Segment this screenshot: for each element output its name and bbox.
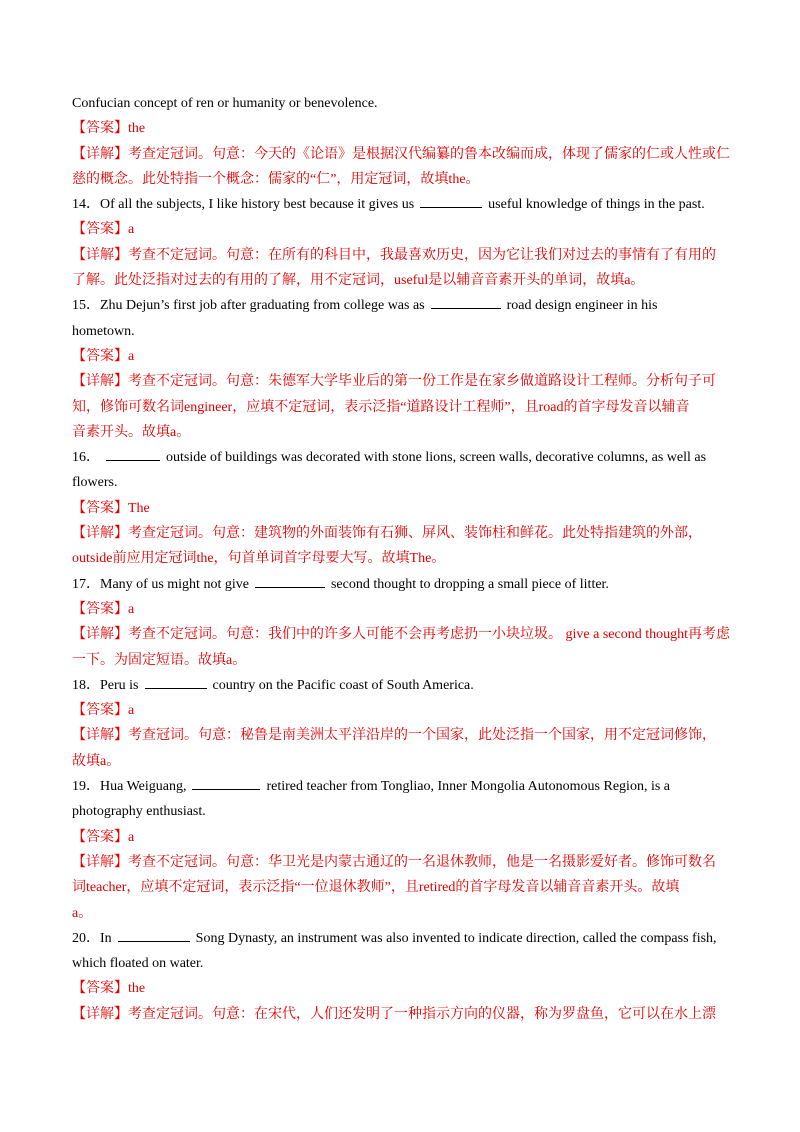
line-text: 14．Of all the subjects, I like history best because it gives us bbox=[72, 197, 415, 213]
line-text: 了解。此处泛指对过去的有用的了解，用不定冠词，useful是以辅音音素开头的单词，故填a。 bbox=[72, 273, 645, 289]
answer-line bbox=[72, 116, 728, 141]
line-text: 【详解】考查定冠词。句意：在宋代，人们还发明了一种指示方向的仪器，称为罗盘鱼，它可以在水上漂 bbox=[72, 1006, 716, 1022]
line-text: 19．Hua Weiguang, bbox=[72, 779, 187, 795]
question-line bbox=[72, 774, 728, 799]
answer-line bbox=[72, 749, 728, 774]
question-line bbox=[72, 293, 728, 318]
line-text: Confucian concept of ren or humanity or benevolence. bbox=[72, 96, 378, 111]
answer-line bbox=[72, 167, 728, 192]
question-line bbox=[72, 91, 728, 116]
line-text: photography enthusiast. bbox=[72, 804, 206, 820]
line-text: flowers. bbox=[72, 475, 118, 491]
line-text: hometown. bbox=[72, 323, 135, 339]
line-text: 【详解】考查冠词。句意：秘鲁是南美洲太平洋沿岸的一个国家，此处泛指一个国家，用不定冠词修饰， bbox=[72, 728, 716, 744]
line-text-after-blank: useful knowledge of things in the past. bbox=[488, 197, 705, 213]
answer-line bbox=[72, 1002, 728, 1027]
line-text: 【答案】a bbox=[72, 222, 135, 238]
answer-line bbox=[72, 976, 728, 1001]
line-text: 慈的概念。此处特指一个概念：儒家的“仁”，用定冠词，故填the。 bbox=[72, 171, 480, 187]
answer-line bbox=[72, 243, 728, 268]
answer-line bbox=[72, 369, 728, 394]
fill-in-blank bbox=[118, 929, 190, 942]
question-line bbox=[72, 572, 728, 597]
fill-in-blank bbox=[192, 777, 260, 790]
answer-line bbox=[72, 648, 728, 673]
document-body bbox=[72, 91, 728, 1027]
line-text: 17．Many of us might not give bbox=[72, 576, 249, 592]
question-line bbox=[72, 192, 728, 217]
line-text: 一下。为固定短语。故填a。 bbox=[72, 652, 247, 668]
answer-line bbox=[72, 420, 728, 445]
line-text: 【答案】a bbox=[72, 703, 135, 719]
answer-line bbox=[72, 825, 728, 850]
answer-line bbox=[72, 622, 728, 647]
line-text: a。 bbox=[72, 905, 93, 921]
answer-line bbox=[72, 698, 728, 723]
answer-line bbox=[72, 268, 728, 293]
answer-line bbox=[72, 597, 728, 622]
answer-line bbox=[72, 344, 728, 369]
question-line bbox=[72, 673, 728, 698]
line-text: 【答案】the bbox=[72, 121, 146, 137]
answer-line bbox=[72, 875, 728, 900]
question-line bbox=[72, 951, 728, 976]
line-text: which floated on water. bbox=[72, 956, 204, 972]
line-text: 【详解】考查不定冠词。句意：在所有的科目中，我最喜欢历史，因为它让我们对过去的事情有了有用的 bbox=[72, 247, 716, 263]
line-text: outside前应用定冠词the，句首单词首字母要大写。故填The。 bbox=[72, 551, 446, 567]
fill-in-blank bbox=[106, 448, 160, 461]
line-text: 【答案】a bbox=[72, 601, 135, 617]
line-text: 【详解】考查不定冠词。句意：华卫光是内蒙古通辽的一名退休教师，他是一名摄影爱好者。修饰可数名 bbox=[72, 854, 716, 870]
question-line bbox=[72, 926, 728, 951]
line-text: 【答案】a bbox=[72, 348, 135, 364]
answer-line bbox=[72, 395, 728, 420]
line-text: 【答案】the bbox=[72, 981, 146, 997]
line-text: 音素开头。故填a。 bbox=[72, 424, 191, 440]
answer-line bbox=[72, 142, 728, 167]
line-text: 【详解】考查不定冠词。句意：我们中的许多人可能不会再考虑扔一小块垃圾。 give a second thought再考虑 bbox=[72, 627, 730, 643]
line-text: 【答案】a bbox=[72, 829, 135, 845]
fill-in-blank bbox=[431, 296, 501, 309]
answer-line bbox=[72, 546, 728, 571]
line-text-after-blank: outside of buildings was decorated with stone lions, screen walls, decorative columns, as well as bbox=[166, 450, 707, 466]
answer-line bbox=[72, 217, 728, 242]
fill-in-blank bbox=[420, 195, 482, 208]
line-text-after-blank: Song Dynasty, an instrument was also invented to indicate direction, called the compass fish, bbox=[195, 930, 717, 946]
line-text: 知，修饰可数名词engineer，应填不定冠词，表示泛指“道路设计工程师”，且road的首字母发音以辅音 bbox=[72, 399, 690, 415]
question-line bbox=[72, 799, 728, 824]
line-text: 【详解】考查定冠词。句意：建筑物的外面装饰有石狮、屏风、装饰柱和鲜花。此处特指建筑的外部， bbox=[72, 526, 702, 542]
fill-in-blank bbox=[255, 575, 325, 588]
answer-line bbox=[72, 723, 728, 748]
line-text: 16． bbox=[72, 450, 100, 466]
answer-line bbox=[72, 496, 728, 521]
line-text: 故填a。 bbox=[72, 753, 121, 769]
answer-line bbox=[72, 901, 728, 926]
answer-line bbox=[72, 521, 728, 546]
fill-in-blank bbox=[145, 676, 207, 689]
answer-line bbox=[72, 850, 728, 875]
line-text: 词teacher，应填不定冠词，表示泛指“一位退休教师”，且retired的首字母发音以辅音音素开头。故填 bbox=[72, 880, 680, 896]
line-text-after-blank: country on the Pacific coast of South America. bbox=[212, 677, 474, 693]
line-text: 【详解】考查不定冠词。句意：朱德军大学毕业后的第一份工作是在家乡做道路设计工程师。分析句子可 bbox=[72, 374, 716, 390]
line-text: 18．Peru is bbox=[72, 677, 139, 693]
line-text: 20．In bbox=[72, 930, 112, 946]
line-text: 【详解】考查定冠词。句意：今天的《论语》是根据汉代编纂的鲁本改编而成，体现了儒家的仁或人性或仁 bbox=[72, 146, 730, 162]
line-text: 【答案】The bbox=[72, 500, 150, 516]
line-text-after-blank: retired teacher from Tongliao, Inner Mongolia Autonomous Region, is a bbox=[266, 779, 670, 795]
line-text-after-blank: road design engineer in his bbox=[506, 298, 658, 314]
line-text: 15．Zhu Dejun’s first job after graduating from college was as bbox=[72, 298, 425, 314]
question-line bbox=[72, 319, 728, 344]
line-text-after-blank: second thought to dropping a small piece of litter. bbox=[330, 576, 609, 592]
question-line bbox=[72, 445, 728, 470]
question-line bbox=[72, 470, 728, 495]
